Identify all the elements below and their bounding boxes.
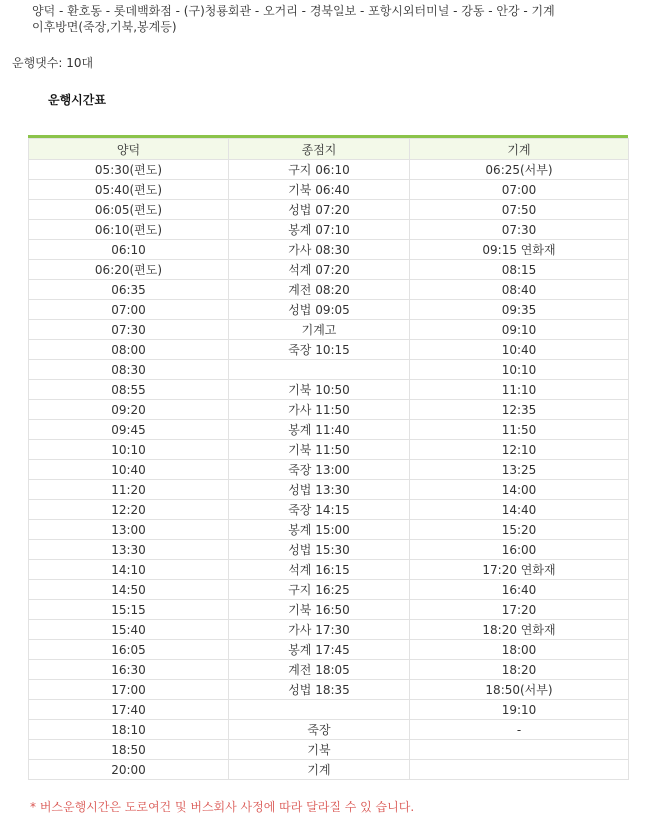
table-row: [29, 240, 629, 260]
cell-origin-time: 17:40: [29, 700, 229, 720]
cell-terminal: 봉계 17:45: [229, 640, 410, 660]
cell-gigye-time: 10:40: [410, 340, 629, 360]
timetable: [28, 135, 628, 780]
cell-gigye-time: 14:40: [410, 500, 629, 520]
cell-origin-time: 09:20: [29, 400, 229, 420]
cell-origin-time: 08:30: [29, 360, 229, 380]
cell-terminal: 기북 11:50: [229, 440, 410, 460]
cell-terminal: 죽장 14:15: [229, 500, 410, 520]
cell-gigye-time: 08:15: [410, 260, 629, 280]
cell-gigye-time: 07:50: [410, 200, 629, 220]
section-title: 운행시간표: [48, 93, 106, 107]
table-row: [29, 180, 629, 200]
cell-terminal: 기북: [229, 740, 410, 760]
cell-origin-time: 10:40: [29, 460, 229, 480]
cell-terminal: 기계: [229, 760, 410, 780]
cell-terminal: 계전 08:20: [229, 280, 410, 300]
cell-origin-time: 14:10: [29, 560, 229, 580]
cell-terminal: 기북 10:50: [229, 380, 410, 400]
table-row: [29, 680, 629, 700]
cell-terminal: 기계고: [229, 320, 410, 340]
cell-origin-time: 09:45: [29, 420, 229, 440]
route-line-1: 양덕 - 환호동 - 롯데백화점 - (구)청룡회관 - 오거리 - 경북일보 - 포항시외터미널 - 강동 - 안강 - 기계: [32, 4, 555, 18]
table-row: [29, 500, 629, 520]
cell-gigye-time: 16:00: [410, 540, 629, 560]
cell-origin-time: 06:05(편도): [29, 200, 229, 220]
table-row: [29, 280, 629, 300]
cell-terminal: 기북 06:40: [229, 180, 410, 200]
cell-origin-time: 13:30: [29, 540, 229, 560]
cell-terminal: [229, 700, 410, 720]
table-row: [29, 740, 629, 760]
table-header-row: [29, 139, 629, 160]
table-row: [29, 580, 629, 600]
table-row: [29, 720, 629, 740]
cell-gigye-time: 12:10: [410, 440, 629, 460]
cell-gigye-time: 19:10: [410, 700, 629, 720]
cell-gigye-time: 11:10: [410, 380, 629, 400]
cell-origin-time: 14:50: [29, 580, 229, 600]
table-row: [29, 220, 629, 240]
cell-origin-time: 07:00: [29, 300, 229, 320]
cell-origin-time: 20:00: [29, 760, 229, 780]
cell-terminal: 봉계 07:10: [229, 220, 410, 240]
cell-gigye-time: -: [410, 720, 629, 740]
table-row: [29, 420, 629, 440]
cell-gigye-time: [410, 740, 629, 760]
cell-origin-time: 08:00: [29, 340, 229, 360]
cell-gigye-time: 17:20: [410, 600, 629, 620]
table-row: [29, 300, 629, 320]
cell-terminal: 성법 18:35: [229, 680, 410, 700]
table-row: [29, 440, 629, 460]
cell-gigye-time: 12:35: [410, 400, 629, 420]
cell-terminal: 봉계 15:00: [229, 520, 410, 540]
cell-gigye-time: 06:25(서부): [410, 160, 629, 180]
schedule-disclaimer: * 버스운행시간은 도로여건 및 버스회사 사정에 따라 달라질 수 있 습니다.: [30, 800, 415, 814]
cell-gigye-time: 16:40: [410, 580, 629, 600]
cell-origin-time: 06:35: [29, 280, 229, 300]
cell-gigye-time: 08:40: [410, 280, 629, 300]
cell-origin-time: 15:15: [29, 600, 229, 620]
cell-terminal: 계전 18:05: [229, 660, 410, 680]
table-row: [29, 320, 629, 340]
cell-gigye-time: 17:20 연화재: [410, 560, 629, 580]
column-header-origin: 양덕: [29, 139, 229, 160]
cell-terminal: 성법 07:20: [229, 200, 410, 220]
cell-terminal: 성법 13:30: [229, 480, 410, 500]
cell-origin-time: 05:30(편도): [29, 160, 229, 180]
cell-gigye-time: 18:00: [410, 640, 629, 660]
cell-origin-time: 06:10: [29, 240, 229, 260]
cell-gigye-time: 14:00: [410, 480, 629, 500]
cell-terminal: 봉계 11:40: [229, 420, 410, 440]
cell-gigye-time: 09:10: [410, 320, 629, 340]
cell-terminal: 성법 15:30: [229, 540, 410, 560]
table-row: [29, 760, 629, 780]
cell-origin-time: 12:20: [29, 500, 229, 520]
cell-origin-time: 13:00: [29, 520, 229, 540]
table-row: [29, 620, 629, 640]
cell-gigye-time: 07:30: [410, 220, 629, 240]
table-row: [29, 460, 629, 480]
table-row: [29, 480, 629, 500]
cell-origin-time: 18:10: [29, 720, 229, 740]
table-body: [29, 160, 629, 780]
route-line-2: 이후방면(죽장,기북,봉계등): [32, 20, 177, 34]
cell-origin-time: 05:40(편도): [29, 180, 229, 200]
table-row: [29, 260, 629, 280]
cell-terminal: 구지 06:10: [229, 160, 410, 180]
cell-gigye-time: 15:20: [410, 520, 629, 540]
cell-gigye-time: 13:25: [410, 460, 629, 480]
cell-terminal: 석계 16:15: [229, 560, 410, 580]
cell-origin-time: 16:05: [29, 640, 229, 660]
column-header-gigye: 기계: [410, 139, 629, 160]
table-row: [29, 640, 629, 660]
table-row: [29, 340, 629, 360]
cell-origin-time: 16:30: [29, 660, 229, 680]
cell-origin-time: 18:50: [29, 740, 229, 760]
cell-origin-time: 11:20: [29, 480, 229, 500]
table-row: [29, 400, 629, 420]
cell-gigye-time: 09:35: [410, 300, 629, 320]
cell-origin-time: 06:20(편도): [29, 260, 229, 280]
cell-terminal: 성법 09:05: [229, 300, 410, 320]
cell-gigye-time: 18:50(서부): [410, 680, 629, 700]
cell-terminal: 구지 16:25: [229, 580, 410, 600]
cell-terminal: 석계 07:20: [229, 260, 410, 280]
table-row: [29, 520, 629, 540]
cell-terminal: 가사 17:30: [229, 620, 410, 640]
cell-gigye-time: 18:20: [410, 660, 629, 680]
route-description: [32, 3, 632, 35]
cell-origin-time: 15:40: [29, 620, 229, 640]
cell-gigye-time: 18:20 연화재: [410, 620, 629, 640]
table-row: [29, 540, 629, 560]
column-header-terminal: 종점지: [229, 139, 410, 160]
vehicle-count: 운행댓수: 10대: [12, 56, 94, 70]
cell-terminal: 기북 16:50: [229, 600, 410, 620]
table-row: [29, 600, 629, 620]
cell-origin-time: 10:10: [29, 440, 229, 460]
table-row: [29, 200, 629, 220]
cell-terminal: 죽장 10:15: [229, 340, 410, 360]
cell-origin-time: 17:00: [29, 680, 229, 700]
table-row: [29, 160, 629, 180]
table-row: [29, 380, 629, 400]
cell-gigye-time: 07:00: [410, 180, 629, 200]
cell-terminal: 가사 11:50: [229, 400, 410, 420]
cell-gigye-time: 10:10: [410, 360, 629, 380]
timetable-grid: [28, 138, 629, 780]
cell-gigye-time: 11:50: [410, 420, 629, 440]
cell-origin-time: 08:55: [29, 380, 229, 400]
cell-terminal: 가사 08:30: [229, 240, 410, 260]
table-row: [29, 660, 629, 680]
cell-gigye-time: 09:15 연화재: [410, 240, 629, 260]
table-row: [29, 560, 629, 580]
cell-origin-time: 06:10(편도): [29, 220, 229, 240]
table-row: [29, 360, 629, 380]
cell-terminal: [229, 360, 410, 380]
cell-terminal: 죽장 13:00: [229, 460, 410, 480]
table-row: [29, 700, 629, 720]
cell-gigye-time: [410, 760, 629, 780]
cell-origin-time: 07:30: [29, 320, 229, 340]
cell-terminal: 죽장: [229, 720, 410, 740]
